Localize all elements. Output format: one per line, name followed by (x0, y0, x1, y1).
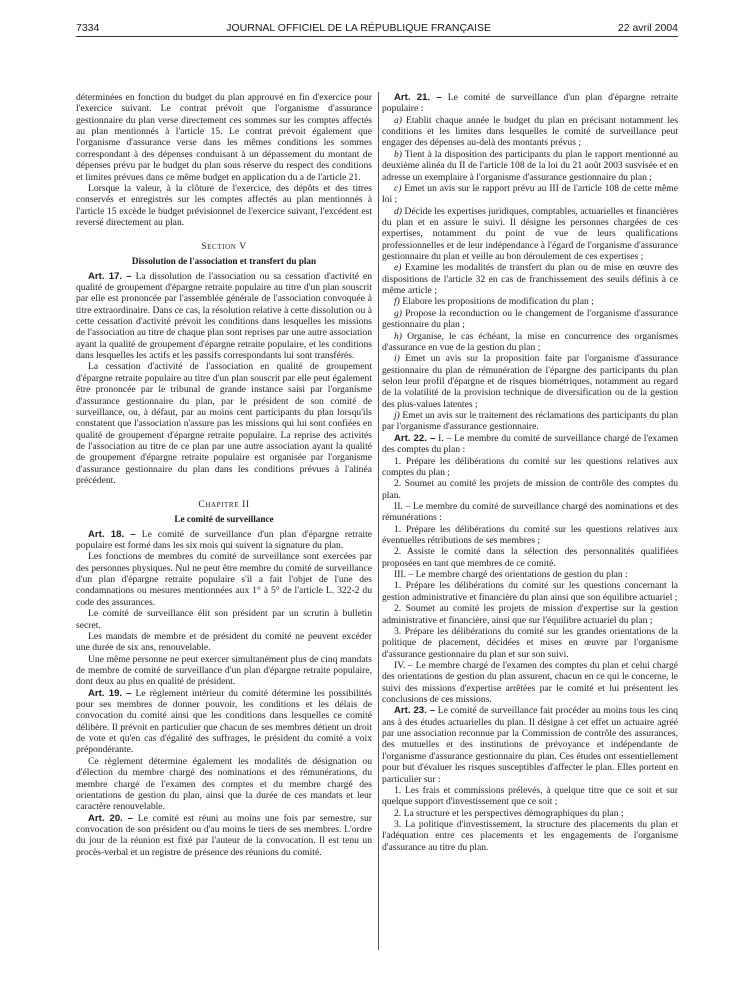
article-20 (76, 813, 372, 858)
header-rule (76, 36, 678, 37)
list-item: 2. Soumet au comité les projets de mission de contrôle des comptes du plan. (382, 478, 678, 501)
article-17 (76, 271, 372, 362)
article-label: Art. 22. – (394, 432, 436, 444)
list-item: 3. La politique d'investissement, la structure des placements du plan et l'adéquation entre ces placements et les engagements de l'organisme d'assurance au titre du plan. (382, 819, 678, 853)
article-21 (382, 92, 678, 115)
article-text: La dissolution de l'association ou sa cessation d'activité en qualité de groupement d'épargne retraite populaire au titre d'un plan souscrit par elle est prononcée par l'assemblée générale de l'association convoquée à titre extraordinaire. Dans ce cas, la résolution relative à cette dissolution ou à cette cessation d'activité prévoit les conditions dans lesquelles les missions de l'association au titre de chaque plan sont reprises par une autre association ayant la qualité de groupement d'épargne retraite populaire, et les conditions dans lesquelles les actifs et les passifs correspondants lui sont transférés. (76, 270, 372, 362)
list-item: 3. Prépare les délibérations du comité sur les grandes orientations de la politique de placement, décidées et mises en œuvre par l'organisme d'assurance gestionnaire du plan et sur son suivi. (382, 625, 678, 660)
article-label: Art. 19. – (88, 687, 132, 699)
article-label: Art. 17. – (88, 270, 132, 282)
list-item: 1. Prépare les délibérations du comité sur les questions relatives aux comptes du plan ; (382, 455, 678, 478)
article-18 (76, 529, 372, 552)
article-text: Le comité de surveillance d'un plan d'épargne retraite populaire : (382, 92, 679, 115)
article-label: Art. 23. – (394, 705, 436, 717)
list-item: f) Elabore les propositions de modification du plan ; (394, 296, 594, 308)
list-item: 2. La structure et les perspectives démographiques du plan ; (394, 807, 624, 819)
list-item: i) Emet un avis sur la proposition faite par l'organisme d'assurance gestionnaire du plan de rémunération de l'épargne des participants du plan selon leur profil d'épargne et de risques biométriques, notamment au regard de la volatilité de la provision technique de diversification ou de la gestion des plus-values latentes ; (382, 353, 678, 410)
page-header (76, 18, 678, 38)
list-item: c) Emet un avis sur le rapport prévu au III de l'article 108 de cette même loi ; (382, 182, 678, 206)
chapter-title: Le comité de surveillance (174, 513, 274, 524)
article-label: Art. 21. – (394, 92, 442, 103)
list-item: h) Organise, le cas échéant, la mise en concurrence des organismes d'assurance en vue de la gestion du plan ; (382, 330, 678, 353)
paragraph: Ce règlement détermine également les modalités de désignation ou d'élection du membre chargé des nominations et des rémunérations, du membre chargé de l'examen des comptes et du membre chargé des orientations de gestion du plan, ainsi que la durée de ces mandats et leur caractère renouvelable. (76, 755, 372, 813)
list-item: b) Tient à la disposition des participants du plan le rapport mentionné au deuxième alinéa du II de l'article 108 de la loi du 21 août 2003 susvisée et en adresse un exemplaire à l'organisme d'assurance gestionnaire du plan ; (382, 148, 678, 183)
article-text: I. – Le membre du comité de surveillance chargé de l'examen des comptes du plan : (382, 432, 678, 456)
list-item: j) Emet un avis sur le traitement des réclamations des participants du plan par l'organisme d'assurance gestionnaire. (382, 410, 678, 433)
article-23 (382, 705, 678, 785)
right-column (382, 92, 678, 853)
paragraph: Lorsque la valeur, à la clôture de l'exercice, des dépôts et des titres conservés et enregistrés sur les comptes affectés au plan mentionnés à l'article 15 excède le budget prévisionnel de l'exercice suivant, l'excédent est reversé directement au plan. (76, 182, 372, 228)
list-item: 1. Prépare les délibérations du comité sur les questions concernant la gestion administrative et financière du plan ainsi que son équilibre actuariel ; (382, 580, 678, 603)
list-item: 1. Les frais et commissions prélevés, à quelque titre que ce soit et sur quelque support d'investissement que ce soit ; (382, 784, 678, 808)
paragraph: Les mandats de membre et de président du comité ne peuvent excéder une durée de six ans, renouvelable. (76, 630, 372, 654)
article-text: Le comité de surveillance fait procéder au moins tous les cinq ans à des études actuarielles du plan. Il désigne à cet effet un actuaire agréé par une association reconnue par la Commission de contrôle des assurances, des mutuelles et des institutions de prévoyance et indépendante de l'organisme d'assurance gestionnaire du plan. Ces études ont essentiellement pour but d'évaluer les risques susceptibles d'affecter le plan. Elles portent en particulier sur : (382, 705, 678, 785)
article-label: Art. 18. – (88, 528, 136, 540)
section-heading: Section V (201, 241, 247, 253)
paragraph: Les fonctions de membres du comité de surveillance sont exercées par des personnes physiques. Nul ne peut être membre du comité de surveillance d'un plan d'épargne retraite populaire s'il a fait l'objet de l'une des condamnations ou mesures mentionnées aux 1° à 5° de l'article L. 322-2 du code des assurances. (76, 551, 372, 608)
list-item: e) Examine les modalités de transfert du plan ou de mise en œuvre des dispositions de l'article 32 en cas de franchissement des seuils définis à ce même article ; (382, 262, 678, 297)
list-item: a) Etablit chaque année le budget du plan en précisant notamment les conditions et les limites dans lesquelles le comité de surveillance peut engager des dépenses au-delà des montants prévus ; (382, 114, 678, 149)
article-text: Le comité de surveillance d'un plan d'épargne retraite populaire est formé dans les six mois qui suivent la signature du plan. (76, 528, 373, 551)
list-item: d) Décide les expertises juridiques, comptables, actuarielles et financières du plan et en assure le suivi. Il désigne les personnes chargées de ces expertises, notamment du point de vue de leurs qualifications professionnelles et de leur indépendance à l'égard de l'organisme d'assurance gestionnaire du plan et veille au bon déroulement de ces expertises ; (382, 205, 678, 263)
publication-date: 22 avril 2004 (617, 22, 678, 34)
paragraph: La cessation d'activité de l'association en qualité de groupement d'épargne retraite populaire au titre d'un plan souscrit par elle peut également être prononcée par le tribunal de grande instance saisi par l'organisme d'assurance gestionnaire du plan, par le président de son comité de surveillance, ou, à défaut, par au moins cent participants du plan lorsqu'ils constatent que l'association n'assure pas les missions qui lui sont confiées en qualité de groupement d'épargne retraite populaire. La reprise des activités de l'association au titre de ce plan par une autre association ayant la qualité de groupement d'épargne retraite populaire est organisée par l'organisme d'assurance gestionnaire du plan dans les conditions prévues à l'alinéa précédent. (76, 361, 372, 487)
paragraph: II. – Le membre du comité de surveillance chargé des nominations et des rémunérations : (382, 500, 678, 524)
article-text: Le comité est réuni au moins une fois par semestre, sur convocation de son président ou d'au moins le tiers de ses membres. L'ordre du jour de la réunion est fixé par l'auteur de la convocation. Il est tenu un procès-verbal et un registre de présence des réunions du comité. (76, 812, 372, 858)
journal-title: JOURNAL OFFICIEL DE LA RÉPUBLIQUE FRANÇAISE (226, 22, 491, 34)
paragraph: III. – Le membre chargé des orientations de gestion du plan : (394, 569, 628, 581)
article-label: Art. 20. – (88, 812, 134, 824)
paragraph: IV. – Le membre chargé de l'examen des comptes du plan et celui chargé des orientations de gestion du plan assurent, chacun en ce qui le concerne, le suivi des missions d'expertise arrêtées par le comité et lui présentent les conclusions de ces missions. (382, 659, 678, 706)
paragraph: Une même personne ne peut exercer simultanément plus de cinq mandats de membre de comité de surveillance d'un plan d'épargne retraite populaire, dont deux au plus en qualité de président. (76, 653, 372, 688)
list-item: 2. Assiste le comité dans la sélection des personnalités qualifiées proposées en tant que membres de ce comité. (382, 546, 678, 569)
article-19 (76, 688, 372, 756)
column-divider (378, 92, 379, 950)
left-column (76, 92, 372, 858)
list-item: g) Propose la reconduction ou le changement de l'organisme d'assurance gestionnaire du plan ; (382, 307, 678, 331)
article-text: Le règlement intérieur du comité détermine les possibilités pour ses membres de donner pouvoir, les conditions et les délais de convocation du comité ainsi que les conditions dans lesquelles ce comité délibère. Il prévoit en particulier que chacun de ses membres détient un droit de vote et qu'en cas d'égalité des suffrages, le président du comité a voix prépondérante. (76, 687, 372, 756)
section-title: Dissolution de l'association et transfert du plan (131, 255, 317, 266)
list-item: 2. Soumet au comité les projets de mission d'expertise sur la gestion administrative et financière, ainsi que sur l'équilibre actuariel du plan ; (382, 603, 678, 626)
article-22 (382, 433, 678, 456)
paragraph: Le comité de surveillance élit son président par un scrutin à bulletin secret. (76, 608, 372, 631)
page-number: 7334 (76, 22, 100, 34)
list-item: 1. Prépare les délibérations du comité sur les questions relatives aux éventuelles rétributions de ses membres ; (382, 523, 678, 547)
paragraph: déterminées en fonction du budget du plan approuvé en fin d'exercice pour l'exercice suivant. Le contrat prévoit que l'organisme d'assurance gestionnaire du plan verse directement ces sommes sur les comptes affectés au plan mentionnés à l'article 15. Le contrat prévoit également que l'organisme d'assurance verse dans les mêmes conditions les sommes correspondant à des dépenses conduisant à un dépassement du montant de dépenses prévu par le budget du plan sous réserve du respect des conditions et limites prévues dans ce même budget en application du a de l'article 21. (76, 92, 372, 183)
chapter-heading: Chapitre II (198, 499, 250, 511)
